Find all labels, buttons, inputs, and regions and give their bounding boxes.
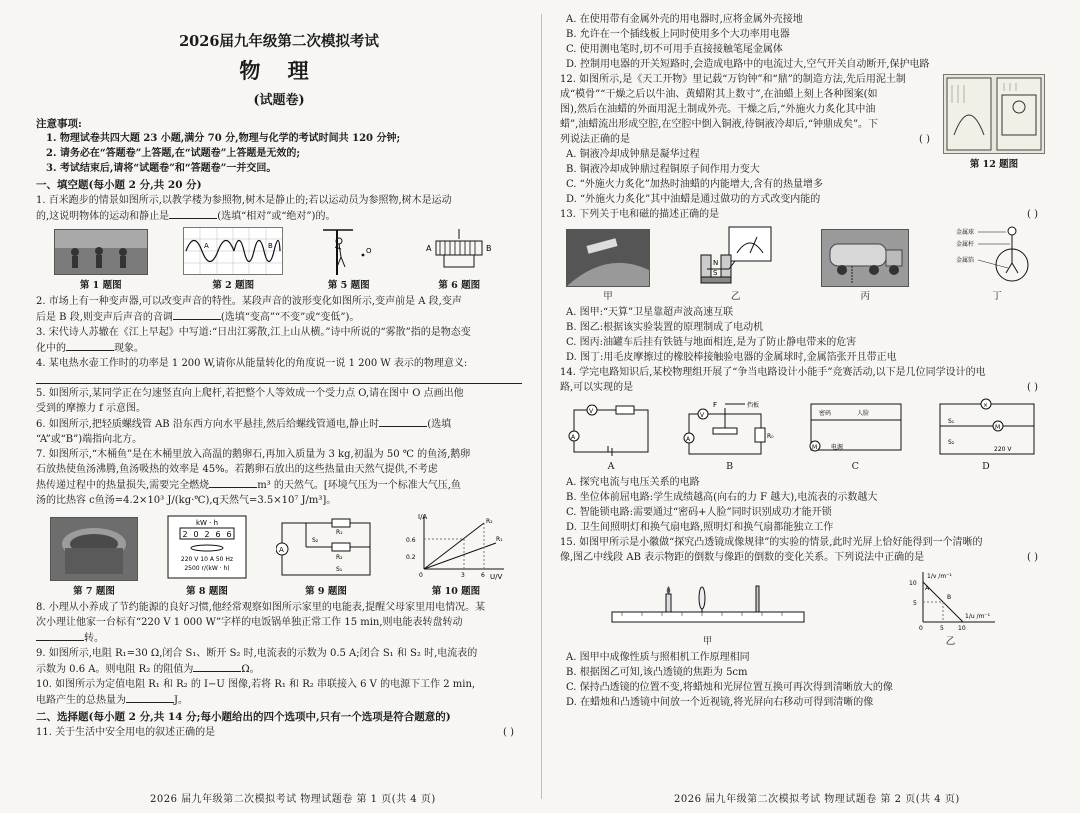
circuit-14-c [805,398,905,472]
svg-text:V: V [699,412,704,419]
question-12-option-b: B. 铜液冷却成钟鼎过程铜原子间作用力变大 [566,164,760,175]
figure-row-13 [560,225,1046,302]
question-13-option-d: D. 图丁:用毛皮摩擦过的橡胶棒接触验电器的金属球时,金属箔张开且带正电 [566,352,897,363]
question-13-stem: 13. 下列关于电和磁的描述正确的是 ( ) [560,207,1046,222]
meter-unit: kW · h [195,519,219,527]
magnet-galvanometer-drawing [695,225,777,287]
figure-10-caption: 第 10 题图 [431,586,481,597]
notes-title: 注意事项: [36,118,82,130]
meter-digit: 2 [204,530,210,539]
figure-13-label: 丙 [860,291,871,302]
question-8-line-3: 转。 [36,630,522,646]
question-14-option-d: D. 卫生间照明灯和换气扇电路,照明灯和换气扇都能独立工作 [566,522,834,533]
question-10-line-1: 10. 如图所示为定值电阻 R₁ 和 R₂ 的 I−U 图像,若将 R₁ 和 R₂ 串联接入 6 V 的电源下工作 2 min, [36,679,476,690]
figure-9-caption: 第 9 题图 [305,586,347,597]
iu-graph-svg [404,511,508,581]
electroscope-svg [954,225,1040,287]
svg-text:×: × [982,402,988,409]
subject-title: 物 理 [239,58,319,83]
figure-15-yi [903,568,999,647]
meter-svg [166,515,248,581]
svg-text:M: M [812,444,818,451]
svg-text:M: M [994,424,1001,431]
answer-blank [193,661,241,672]
answer-blank [209,477,257,488]
question-12-option-c: C. “外施火力炙化”加热时油蜡的内能增大,含有的热量增多 [566,179,824,190]
graph-point-a: A [924,585,929,592]
circuit-14-d [934,398,1038,472]
question-12-line: 蜡”,油蜡流出形成空腔,在空腔中倒入铜液,待铜液冷却后,“钟鼎成矣”。下 [560,119,879,130]
fig9-s2: S₂ [312,537,319,544]
question-13-option-b: B. 图乙:根据该实验装置的原理制成了电动机 [566,322,764,333]
graph-xtick: 5 [939,625,944,632]
question-1-line-1: 1. 百米跑步的情景如图所示,以教学楼为参照物,树木是静止的;若以运动员为参照物,树木是运动 [36,195,452,206]
question-6-line-1: 6. 如图所示,把轻质螺线管 AB 沿东西方向水平悬挂,然后给螺线管通电,静止时 (选填 [36,416,522,432]
figure-row-2 [36,511,522,597]
question-15-option-b: B. 根据图乙可知,该凸透镜的焦距为 5cm [566,667,748,678]
circuit-d-s2: S₂ [947,439,955,446]
running-photo [54,229,148,275]
question-12-line: 成“模骨”“干燥之后以牛油、黄蜡附其上数寸”,在油蜡上刻上各种图案(如 [560,89,878,100]
tanker-svg [822,230,908,286]
figure-7-caption: 第 7 题图 [73,586,115,597]
figure-row-1 [36,227,522,291]
fig10-xlabel: U/V [490,573,503,581]
page-divider [541,14,542,799]
circuit-c-face: 人脸 [857,410,870,417]
fig9-r1: R₁ [336,529,343,536]
answer-paren: ( ) [1027,552,1038,563]
svg-text:B: B [268,242,274,250]
answer-blank [169,208,217,219]
circuit-label: C [851,461,859,472]
answer-blank [126,692,174,703]
illustration-svg [944,75,1044,153]
question-11-option-c: C. 使用测电笔时,切不可用手直接接触笔尾金属体 [566,44,783,55]
meter-digit: 0 [193,530,199,539]
magnet-n: N [712,259,718,267]
question-9-line-1: 9. 如图所示,电阻 R₁=30 Ω,闭合 S₁、断开 S₂ 时,电流表的示数为 0.5 A;闭合 S₁ 和 S₂ 时,电流表的 [36,648,478,659]
question-5-line-2: 受到的摩擦力 f 示意图。 [36,403,147,414]
figure-13-ding [954,225,1040,302]
fig10-xtick: 0 [419,572,423,579]
question-11-option-a: A. 在使用带有金属外壳的用电器时,应将金属外壳接地 [566,14,803,25]
question-15-option-c: C. 保持凸透镜的位置不变,将蜡烛和光屏位置互换可再次得到清晰放大的像 [566,682,893,693]
magnet-svg [695,225,777,287]
answer-blank [36,630,84,641]
circuit-d-svg [934,398,1038,460]
question-7-line-4: 汤的比热容 c鱼汤=4.2×10³ J/(kg·℃),q天然气=3.5×10⁷ J/m³]。 [36,495,337,506]
fig10-r2: R₂ [486,518,493,525]
figure-5 [319,227,379,291]
question-7-line-1: 7. 如图所示,“木桶鱼”是在木桶里放入高温的鹅卵石,再加入质量为 3 kg,初温为 50 ℃ 的鱼汤,鹅卵 [36,449,471,460]
question-14-line-2: 路,可以实现的是 ( ) [560,380,1046,395]
circuit-label: A [607,461,615,472]
waveform-grid [183,227,283,275]
answer-paren: ( ) [1027,209,1038,220]
question-7-line-3: 热传递过程中的热量损失,需要完全燃烧 m³ 的天然气。[环境气压为一个标准大气压,鱼 [36,477,522,493]
section-choice-title: 二、选择题(每小题 2 分,共 14 分;每小题给出的四个选项中,只有一个选项是符合题意的) [36,711,451,723]
tiangong-kaiwu-illustration [943,74,1045,154]
svg-text:A: A [426,244,432,253]
figure-2 [183,227,283,291]
circuit-c-svg [805,398,905,460]
question-12-line: 图),然后在油蜡的外面用泥土制成外壳。干燥之后,“外施火力炙化其中油 [560,104,876,115]
fig10-r1: R₁ [496,536,503,543]
figure-13-label: 乙 [730,291,741,302]
note-1: 1. 物理试卷共四大题 23 小题,满分 70 分,物理与化学的考试时间共 120 分钟; [46,133,401,144]
metal-foil-label: 金属箔 [955,257,974,264]
circuit-c-password: 密码 [819,410,832,417]
question-7-line-2: 石放热使鱼汤沸腾,鱼汤吸热的效率是 45%。若鹅卵石放出的这些热量由天然气提供,不考虑 [36,464,438,475]
circuit-d-s1: S₁ [947,418,955,425]
fig10-xtick: 6 [481,572,485,579]
svg-text:O: O [365,247,372,255]
meter-rev: 2500 r/(kW · h) [184,565,230,572]
electricity-meter [166,515,248,581]
figure-1 [54,229,148,291]
note-2: 2. 请务必在“答题卷”上答题,在“试题卷”上答题是无效的; [46,148,301,159]
svg-text:A: A [571,434,576,441]
question-12-line: 12. 如图所示,是《天工开物》里记载“万钧钟”和“鼎”的制造方法,先后用泥土制 [560,74,906,85]
svg-text:V: V [589,408,594,415]
circuit-c-power: 电源 [831,444,844,451]
satellite-photo [566,229,650,287]
figure-12-caption: 第 12 题图 [969,159,1019,170]
figure-13-yi [695,225,777,302]
figure-10 [404,511,508,597]
running-photo-drawing [55,230,147,274]
graph-xlabel: 1/u /m⁻¹ [964,613,990,620]
solenoid-drawing [414,227,504,275]
circuit-14-b [683,398,777,472]
question-1-line-2: 的,这说明物体的运动和静止是 (选填“相对”或“绝对”)的。 [36,208,522,224]
fig10-xtick: 3 [461,572,465,579]
figure-9 [276,517,376,597]
question-15-line-1: 15. 如图甲所示是小徽做“探究凸透镜成像规律”的实验的情景,此时光屏上恰好能得到一个清晰的 [560,537,983,548]
figure-6 [414,227,504,291]
exam-title: 2026届九年级第二次模拟考试 [179,33,379,50]
question-5-line-1: 5. 如图所示,某同学正在匀速竖直向上爬杆,若把整个人等效成一个受力点 O,请在图中 O 点画出他 [36,388,464,399]
page-2 [560,12,1046,773]
fig10-ytick: 0.6 [406,537,416,544]
question-10-line-2: 电路产生的总热量为 J。 [36,692,522,708]
question-6-line-2: “A”或“B”)端指向北方。 [36,434,143,445]
answer-paren: ( ) [1027,382,1038,393]
electroscope-drawing [954,225,1040,287]
question-11-stem: 11. 关于生活中安全用电的叙述正确的是 ( ) [36,725,522,740]
question-3-line-1: 3. 宋代诗人苏辙在《江上早起》中写道:“日出江雾散,江上山从横。”诗中所说的“雾散”指的是物态变 [36,327,471,338]
metal-ball-label: 金属球 [955,229,974,236]
figure-15-label: 乙 [945,636,956,647]
question-15-line-2: 像,图乙中线段 AB 表示物距的倒数与像距的倒数的变化关系。下列说法中正确的是 ( ) [560,550,1046,565]
answer-paren: ( ) [919,134,930,145]
circuit-14-a [568,398,654,472]
question-11-option-b: B. 允许在一个插线板上同时使用多个大功率用电器 [566,29,790,40]
pole-climb-drawing [319,227,379,275]
figure-row-14 [560,398,1046,472]
fig9-r2: R₂ [336,554,343,561]
question-14-option-a: A. 探究电流与电压关系的电路 [566,477,700,488]
circuit-b-r0: R₀ [766,433,774,440]
figure-7 [50,517,138,597]
question-15-option-a: A. 图甲中成像性质与照相机工作原理相同 [566,652,750,663]
question-13-option-c: C. 图丙:油罐车后挂有铁链与地面相连,是为了防止静电带来的危害 [566,337,857,348]
question-12 [560,72,1046,207]
circuit-9-svg [276,517,376,581]
figure-1-caption: 第 1 题图 [79,280,122,291]
question-4-line-1: 4. 某电热水壶工作时的功率是 1 200 W,请你从能量转化的角度说一说 1 200 W 表示的物理意义: [36,358,468,369]
meter-digit: 6 [215,530,221,539]
graph-ytick: 10 [908,580,917,587]
iu-graph [404,511,508,581]
question-2-line-2: 后是 B 段,则变声后声音的音调 (选填“变高”“不变”或“变低”)。 [36,309,522,325]
question-14-option-b: B. 坐位体前屈电路:学生成绩越高(向右的力 F 越大),电流表的示数越大 [566,492,878,503]
question-13-option-a: A. 图甲:“天算”卫星靠超声波高速互联 [566,307,734,318]
meter-digit: 6 [226,530,232,539]
question-8-line-1: 8. 小理从小养成了节约能源的良好习惯,他经常观察如图所示家里的电能表,提醒父母家里用电情况。某 [36,602,486,613]
meter-spec: 220 V 10 A 50 Hz [180,556,234,563]
graph-ylabel: 1/v /m⁻¹ [926,573,952,580]
figure-8 [166,515,248,597]
circuit-d-supply: 220 V [993,446,1012,453]
optical-bench-svg [608,578,808,632]
graph-ytick: 5 [912,600,917,607]
question-3-line-2: 化中的 现象。 [36,340,522,356]
metal-rod-label: 金属杆 [955,241,974,248]
circuit-9 [276,517,376,581]
question-12-option-d: D. “外施火力炙化”其中油蜡是通过做功的方式改变内能的 [566,194,821,205]
volume-label: (试题卷) [253,93,305,108]
circuit-b-baffle: 挡板 [746,402,759,409]
footer-page-2: 2026 届九年级第二次模拟考试 物理试题卷 第 2 页(共 4 页) [674,794,960,805]
meter-digit: 2 [182,530,188,539]
note-3: 3. 考试结束后,请将“试题卷”和“答题卷”一并交回。 [46,163,277,174]
graph-xtick: 0 [918,625,923,632]
question-2-line-1: 2. 市场上有一种变声器,可以改变声音的特性。某段声音的波形变化如图所示,变声前是 A 段,变声 [36,296,462,307]
figure-5-caption: 第 5 题图 [327,280,370,291]
question-12-option-a: A. 铜液冷却成钟鼎是凝华过程 [566,149,700,160]
figure-13-jia [566,229,650,302]
figure-13-label: 甲 [603,291,613,302]
reciprocal-graph-svg [903,568,999,632]
figure-6-caption: 第 6 题图 [438,280,481,291]
pole-climb-svg [319,227,379,275]
figure-13-label: 丁 [992,291,1002,302]
magnet-s: S [712,269,718,277]
page-1 [36,12,522,773]
circuit-a-svg [568,398,654,460]
graph-point-b: B [946,594,951,601]
solenoid-svg [414,227,504,275]
question-8-line-2: 次小理让他家一台标有“220 V 1 000 W”字样的电饭锅单独正常工作 15 min,则电能表转盘转动 [36,617,463,628]
circuit-b-force: F [712,401,717,409]
section-fill-blank-title: 一、填空题(每小题 2 分,共 20 分) [36,179,202,191]
question-14-option-c: C. 智能锁电路:需要通过“密码+人脸”同时识别成功才能开锁 [566,507,832,518]
svg-text:A: A [685,436,690,443]
fig9-ammeter: A [279,546,284,554]
question-12-line: 列说法正确的是 ( ) [560,132,938,147]
figure-8-caption: 第 8 题图 [186,586,228,597]
graph-xtick: 10 [957,625,966,632]
answer-blank [66,340,114,351]
question-15-option-d: D. 在蜡烛和凸透镜中间放一个近视镜,将光屏向右移动可得到清晰的像 [566,697,874,708]
answer-paren: ( ) [503,727,514,738]
question-4-answer-line [36,371,522,384]
svg-text:B: B [486,244,492,253]
circuit-label: D [982,461,990,472]
satellite-svg [567,230,649,286]
wooden-bucket-fish-photo [50,517,138,581]
fig10-ytick: 0.2 [406,554,416,561]
question-14-line-1: 14. 学完电路知识后,某校物理组开展了“争当电路设计小能手”竞赛活动,以下是几位同学设计的电 [560,367,986,378]
question-9-line-2: 示数为 0.6 A。则电阻 R₂ 的阻值为 Ω。 [36,661,522,677]
oil-tanker-photo [821,229,909,287]
figure-13-bing [821,229,909,302]
figure-row-15 [560,568,1046,647]
circuit-b-svg [683,398,777,460]
bucket-drawing [51,518,137,580]
fig10-ylabel: I/A [418,513,428,521]
question-11-option-d: D. 控制用电器的开关短路时,会造成电路中的电流过大,空气开关自动断开,保护电路 [566,59,930,70]
figure-15-label: 甲 [702,636,713,647]
answer-blank [173,309,221,320]
fig9-s1: S₁ [336,566,343,573]
figure-12 [942,74,1046,170]
figure-15-jia [608,578,808,647]
svg-text:A: A [204,242,210,250]
circuit-label: B [726,461,734,472]
figure-2-caption: 第 2 题图 [212,280,255,291]
footer-page-1: 2026 届九年级第二次模拟考试 物理试题卷 第 1 页(共 4 页) [150,794,436,805]
waveform-drawing [184,228,282,274]
answer-blank [379,416,427,427]
